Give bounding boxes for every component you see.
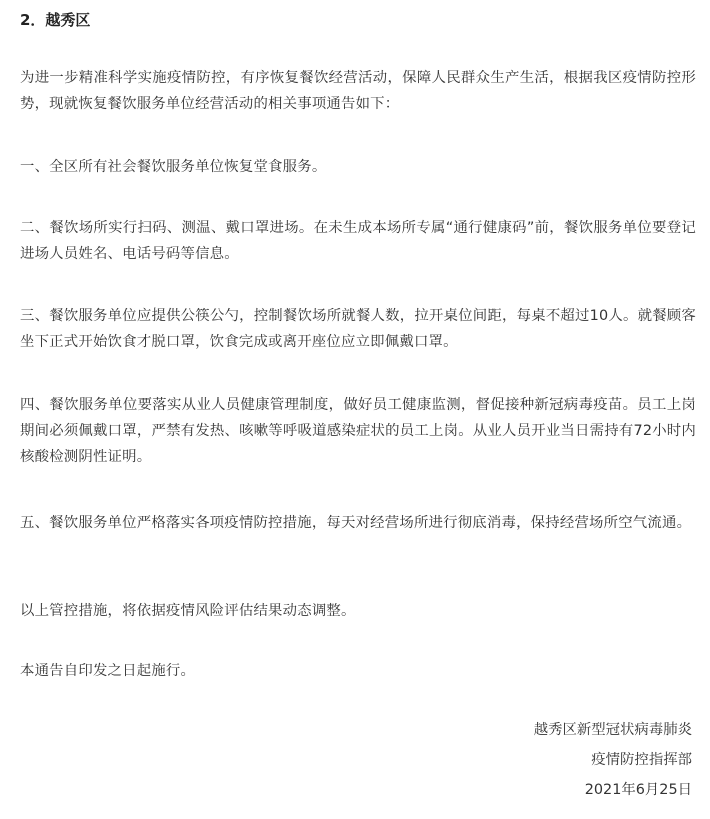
signature-org-line-2: 疫情防控指挥部 (591, 752, 692, 768)
signature-org-line-1: 越秀区新型冠状病毒肺炎 (533, 722, 692, 738)
item-1-paragraph: 一、全区所有社会餐饮服务单位恢复堂食服务。 (20, 159, 327, 175)
section-heading: 2．越秀区 (20, 11, 91, 29)
signature-date: 2021年6月25日 (584, 782, 692, 798)
item-5-paragraph: 五、餐饮服务单位严格落实各项疫情防控措施，每天对经营场所进行彻底消毒，保持经营场所空气流通。 (20, 515, 692, 531)
adjustment-note: 以上管控措施，将依据疫情风险评估结果动态调整。 (20, 603, 356, 619)
intro-paragraph: 为进一步精准科学实施疫情防控，有序恢复餐饮经营活动，保障人民群众生产生活，根据我区疫情防控形势，现就恢复餐饮服务单位经营活动的相关事项通告如下： (20, 70, 696, 112)
item-3-paragraph: 三、餐饮服务单位应提供公筷公勺，控制餐饮场所就餐人数，拉开桌位间距，每桌不超过10人。就餐顾客坐下正式开始饮食才脱口罩，饮食完成或离开座位应立即佩戴口罩。 (20, 308, 696, 350)
item-2-paragraph: 二、餐饮场所实行扫码、测温、戴口罩进场。在未生成本场所专属“通行健康码”前，餐饮服务单位要登记进场人员姓名、电话号码等信息。 (20, 220, 696, 262)
item-4-paragraph: 四、餐饮服务单位要落实从业人员健康管理制度，做好员工健康监测，督促接种新冠病毒疫苗。员工上岗期间必须佩戴口罩，严禁有发热、咳嗽等呼吸道感染症状的员工上岗。从业人员开业当日需持有72小时内核酸检测阴性证明。 (20, 397, 696, 465)
effective-note: 本通告自印发之日起施行。 (20, 663, 196, 679)
